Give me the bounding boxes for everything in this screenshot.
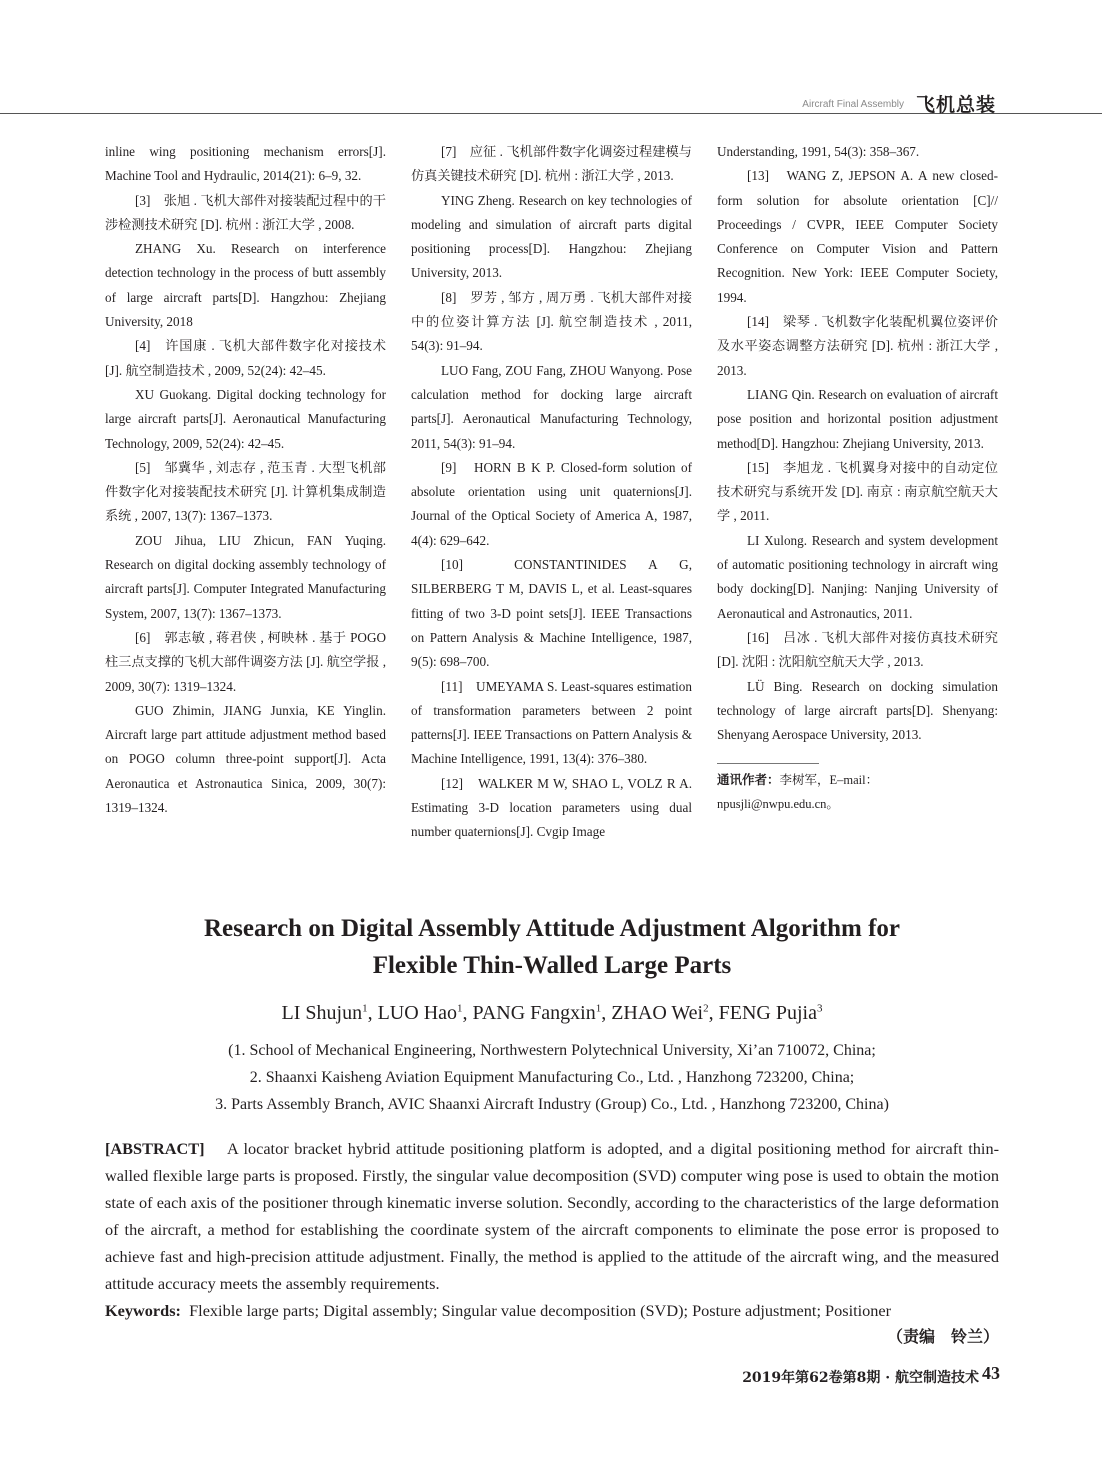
reference-entry: [16] 吕冰 . 飞机大部件对接仿真技术研究 [D]. 沈阳 : 沈阳航空航天大学 , 2013. (717, 629, 998, 670)
abstract (105, 1135, 999, 1297)
reference-entry: [7] 应征 . 飞机部件数字化调姿过程建模与仿真关键技术研究 [D]. 杭州 : 浙江大学 , 2013. (411, 144, 692, 184)
reference-column-3 (717, 140, 998, 816)
author-affiliation-mark: 2 (703, 1002, 709, 1015)
reference-entry: [10] CONSTANTINIDES A G, SILBERBERG T M, DAVIS L, et al. Least-squares fitting of two 3-D point sets[J]. IEEE Transactions on Pattern Analysis & Machine Intelligence, 1987, 9(5): 698–700. (411, 557, 692, 670)
reference-entry: LÜ Bing. Research on docking simulation technology of large aircraft parts[D]. Shenyang: Shenyang Aerospace University, 2013. (717, 678, 998, 743)
editor-note: （责编 铃兰） (886, 1327, 999, 1346)
abstract-text: A locator bracket hybrid attitude positioning platform is adopted, and a digital positioning method for aircraft thin-walled flexible large parts is proposed. Firstly, the singular value decomposition (SVD) computer wing pose is used to obtain the motion state of each axis of the positioner through kinematic inverse solution. Secondly, according to the characteristics of the large deformation of the aircraft, a method for establishing the coordinate system of the aircraft components to eliminate the pose error is proposed to achieve fast and high-precision attitude adjustment. Finally, the method is applied to the attitude of the aircraft wing, and the measured attitude accuracy meets the assembly requirements. (105, 1139, 1000, 1293)
affiliation-line: (1. School of Mechanical Engineering, Northwestern Polytechnical University, Xi’an 710072, China; (228, 1042, 876, 1059)
reference-entry: inline wing positioning mechanism errors[J]. Machine Tool and Hydraulic, 2014(21): 6–9, 32. (105, 144, 386, 184)
reference-entry: [6] 郭志敏 , 蒋君侠 , 柯映林 . 基于 POGO 柱三点支撑的飞机大部件调姿方法 [J]. 航空学报 , 2009, 30(7): 1319–1324. (105, 629, 386, 694)
paper-title-line: Flexible Thin-Walled Large Parts (372, 952, 732, 979)
author-affiliation-mark: 3 (816, 1002, 823, 1015)
reference-entry: [11] UMEYAMA S. Least-squares estimation of transformation parameters between 2 point patterns[J]. IEEE Transactions on Pattern Analysis & Machine Intelligence, 1991, 13(4): 376–380. (411, 678, 692, 767)
author-name: PANG Fangxin (472, 1002, 596, 1024)
reference-entry: [13] WANG Z, JEPSON A. A new closed-form solution for absolute orientation [C]// Proceedings / CVPR, IEEE Computer Society Conference on Computer Vision and Pattern Recognition. New York: IEEE Computer Society, 1994. (717, 168, 998, 305)
reference-entry: LI Xulong. Research and system development of automatic positioning technology in aircraft wing body docking[D]. Nanjing: Nanjing University of Aeronautical and Astronautics, 2011. (717, 532, 998, 621)
footnote-separator (717, 763, 819, 764)
reference-entry: YING Zheng. Research on key technologies of modeling and simulation of aircraft parts digital positioning process[D]. Hangzhou: Zhejiang University, 2013. (411, 192, 692, 281)
paper-title-line: Research on Digital Assembly Attitude Adjustment Algorithm for (203, 915, 901, 942)
author-name: ZHAO Wei (611, 1002, 704, 1024)
affiliations (105, 1037, 999, 1118)
reference-entry: XU Guokang. Digital docking technology for large aircraft parts[J]. Aeronautical Manufacturing Technology, 2009, 52(24): 42–45. (105, 386, 386, 451)
corresponding-author (717, 768, 998, 816)
author-list: LI Shujun$^1$, LUO Hao$^1$, PANG Fangxin$^1$, ZHAO Wei$^2$, FENG Pujia$^3$ (281, 1002, 823, 1024)
author-name: FENG Pujia (718, 1002, 817, 1024)
journal-section-cn: 飞机总装 (915, 94, 996, 116)
reference-entry: LUO Fang, ZOU Fang, ZHOU Wanyong. Pose calculation method for docking large aircraft parts[J]. Aeronautical Manufacturing Technology, 2011, 54(3): 91–94. (411, 362, 692, 451)
reference-entry: [5] 邹冀华 , 刘志存 , 范玉青 . 大型飞机部件数字化对接装配技术研究 [J]. 计算机集成制造系统 , 2007, 13(7): 1367–1373. (105, 459, 386, 524)
page-number: 43 (982, 1363, 1000, 1383)
reference-column-2 (411, 140, 692, 845)
author-affiliation-mark: 1 (595, 1002, 602, 1015)
reference-entry: [3] 张旭 . 飞机大部件对接装配过程中的干涉检测技术研究 [D]. 杭州 : 浙江大学 , 2008. (105, 192, 386, 232)
reference-entry: [15] 李旭龙 . 飞机翼身对接中的自动定位技术研究与系统开发 [D]. 南京 : 南京航空航天大学 , 2011. (717, 459, 998, 524)
author-name: LI Shujun (281, 1002, 363, 1024)
keywords (105, 1299, 999, 1323)
corresponding-author-label: 通讯作者： (717, 772, 780, 788)
reference-entry: ZHANG Xu. Research on interference detection technology in the process of butt assembly of large aircraft parts[D]. Hangzhou: Zhejiang University, 2018 (105, 241, 386, 330)
reference-entry: [8] 罗芳 , 邹方 , 周万勇 . 飞机大部件对接中的位姿计算方法 [J]. 航空制造技术 , 2011, 54(3): 91–94. (411, 289, 692, 354)
affiliation-line: 3. Parts Assembly Branch, AVIC Shaanxi Aircraft Industry (Group) Co., Ltd. , Hanzhong 723200, China) (215, 1096, 889, 1113)
author-name: LUO Hao (377, 1002, 458, 1024)
affiliation-line: 2. Shaanxi Kaisheng Aviation Equipment Manufacturing Co., Ltd. , Hanzhong 723200, China; (249, 1069, 855, 1086)
reference-columns (105, 140, 999, 875)
reference-entry: [14] 梁琴 . 飞机数字化装配机翼位姿评价及水平姿态调整方法研究 [D]. 杭州 : 浙江大学 , 2013. (717, 314, 998, 378)
corresponding-author-email: 李树军，E–mail：npusjli@nwpu.edu.cn。 (717, 773, 879, 812)
reference-entry: LIANG Qin. Research on evaluation of aircraft pose position and horizontal position adjustment method[D]. Hangzhou: Zhejiang University, 2013. (717, 386, 998, 451)
author-affiliation-mark: 1 (457, 1002, 463, 1015)
reference-entry: [4] 许国康 . 飞机大部件数字化对接技术 [J]. 航空制造技术 , 2009, 52(24): 42–45. (105, 338, 386, 378)
reference-entry: Understanding, 1991, 54(3): 358–367. (717, 144, 920, 159)
reference-entry: [9] HORN B K P. Closed-form solution of absolute orientation using unit quaternions[J]. Journal of the Optical Society of America A, 1987, 4(4): 629–642. (411, 459, 692, 548)
reference-entry: [12] WALKER M W, SHAO L, VOLZ R A. Estimating 3-D location parameters using dual number quaternions[J]. Cvgip Image (411, 775, 692, 840)
abstract-label: [ABSTRACT] (105, 1139, 205, 1158)
keywords-text: Flexible large parts; Digital assembly; Singular value decomposition (SVD); Posture adjustment; Positioner (189, 1301, 892, 1320)
paper-title (105, 910, 999, 984)
journal-section-en: Aircraft Final Assembly (802, 99, 904, 110)
reference-entry: ZOU Jihua, LIU Zhicun, FAN Yuqing. Research on digital docking assembly technology of aircraft parts[J]. Computer Integrated Manufacturing System, 2007, 13(7): 1367–1373. (105, 532, 386, 621)
reference-entry: GUO Zhimin, JIANG Junxia, KE Yinglin. Aircraft large part attitude adjustment method based on POGO column three-point support[J]. Acta Aeronautica et Astronautica Sinica, 2009, 30(7): 1319–1324. (105, 702, 386, 816)
footer-issue: 2019年第62卷第8期 · 航空制造技术 (742, 1370, 979, 1386)
reference-column-1 (105, 140, 386, 820)
author-affiliation-mark: 1 (362, 1002, 368, 1015)
keywords-label: Keywords: (105, 1301, 181, 1320)
